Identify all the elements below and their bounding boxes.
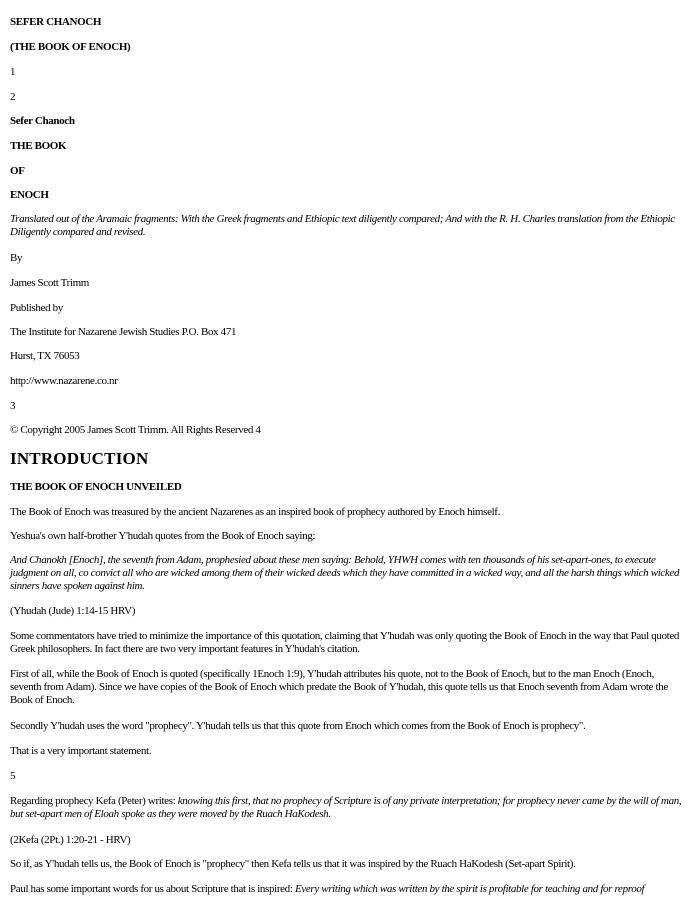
title-sefer-chanoch: SEFER CHANOCH xyxy=(10,16,102,28)
subtitle-translation-note: Translated out of the Aramaic fragments: With the Greek fragments and Ethiopic text diligently compared; And with the R. H. Charles translation from the Ethiopic Diligently compared and revised. xyxy=(10,213,675,238)
publisher-city: Hurst, TX 76053 xyxy=(10,350,80,362)
website-link: http://www.nazarene.co.nr xyxy=(10,375,118,387)
intro-paragraph-7 xyxy=(10,795,686,821)
page-number-1: 1 xyxy=(10,66,16,78)
title-the-book: THE BOOK xyxy=(10,140,67,152)
kefa-lead-text: Regarding prophecy Kefa (Peter) writes: xyxy=(10,795,178,807)
book-unveiled-subheading: THE BOOK OF ENOCH UNVEILED xyxy=(10,481,182,493)
title-enoch: ENOCH xyxy=(10,189,49,201)
paul-lead-text: Paul has some important words for us about Scripture that is inspired: xyxy=(10,883,295,895)
intro-paragraph-4: First of all, while the Book of Enoch is quoted (specifically 1Enoch 1:9), Y'hudah attributes his quote, not to the Book of Enoch, but to the man Enoch (Enoch, seventh from Adam). Since we have copies of the Book of Enoch which predate the Book of Y'hudah, this quote tells us that Enoch seventh from Adam wrote the Book of Enoch. xyxy=(10,668,668,706)
author-name: James Scott Trimm xyxy=(10,277,90,289)
intro-paragraph-8: So if, as Y'hudah tells us, the Book of Enoch is "prophecy" then Kefa tells us that it was inspired by the Ruach HaKodesh (Set-apart Spirit). xyxy=(10,858,576,870)
intro-paragraph-2: Yeshua's own half-brother Y'hudah quotes from the Book of Enoch saying: xyxy=(10,530,316,542)
jude-quotation: And Chanokh [Enoch], the seventh from Adam, prophesied about these men saying: Behold, YHWH comes with ten thousands of his set-apart-ones, to execute judgment on all, co convict all who are wicked among them of their wicked deeds which they have committed in a wicked way, and all the harsh things which wicked sinners have spoken against him. xyxy=(10,554,680,592)
kefa-quotation: knowing this first, that no prophecy of Scripture is of any private interpretation; for prophecy never came by the will of man, but set-apart men of Eloah spoke as they were moved by the Ruach HaKodesh. xyxy=(10,795,682,820)
intro-paragraph-9 xyxy=(10,883,686,896)
title-sefer-chanoch-small: Sefer Chanoch xyxy=(10,115,75,127)
copyright-line: © Copyright 2005 James Scott Trimm. All Rights Reserved 4 xyxy=(10,424,261,436)
by-label: By xyxy=(10,252,23,264)
introduction-heading: INTRODUCTION xyxy=(10,449,149,468)
intro-paragraph-3: Some commentators have tried to minimize the importance of this quotation, claiming that Y'hudah was only quoting the Book of Enoch in the way that Paul quoted Greek philosophers. In fact there are two very important features in Y'hudah's citation. xyxy=(10,630,680,655)
title-book-of-enoch: (THE BOOK OF ENOCH) xyxy=(10,41,131,53)
page-number-5: 5 xyxy=(10,770,16,782)
published-by-label: Published by xyxy=(10,302,63,314)
publisher-address: The Institute for Nazarene Jewish Studies P.O. Box 471 xyxy=(10,326,237,338)
page-number-2: 2 xyxy=(10,91,16,103)
intro-paragraph-6: That is a very important statement. xyxy=(10,745,152,757)
intro-paragraph-5: Secondly Y'hudah uses the word "prophecy". Y'hudah tells us that this quote from Enoch which comes from the Book of Enoch is prophecy". xyxy=(10,720,586,732)
kefa-reference: (2Kefa (2Pt.) 1:20-21 - HRV) xyxy=(10,834,131,846)
title-of: OF xyxy=(10,165,25,177)
jude-reference: (Yhudah (Jude) 1:14-15 HRV) xyxy=(10,605,136,617)
paul-quotation: Every writing which was written by the spirit is profitable for teaching and for reproof xyxy=(294,883,645,895)
intro-paragraph-1: The Book of Enoch was treasured by the ancient Nazarenes as an inspired book of prophecy authored by Enoch himself. xyxy=(10,506,501,518)
page-number-3: 3 xyxy=(10,400,16,412)
